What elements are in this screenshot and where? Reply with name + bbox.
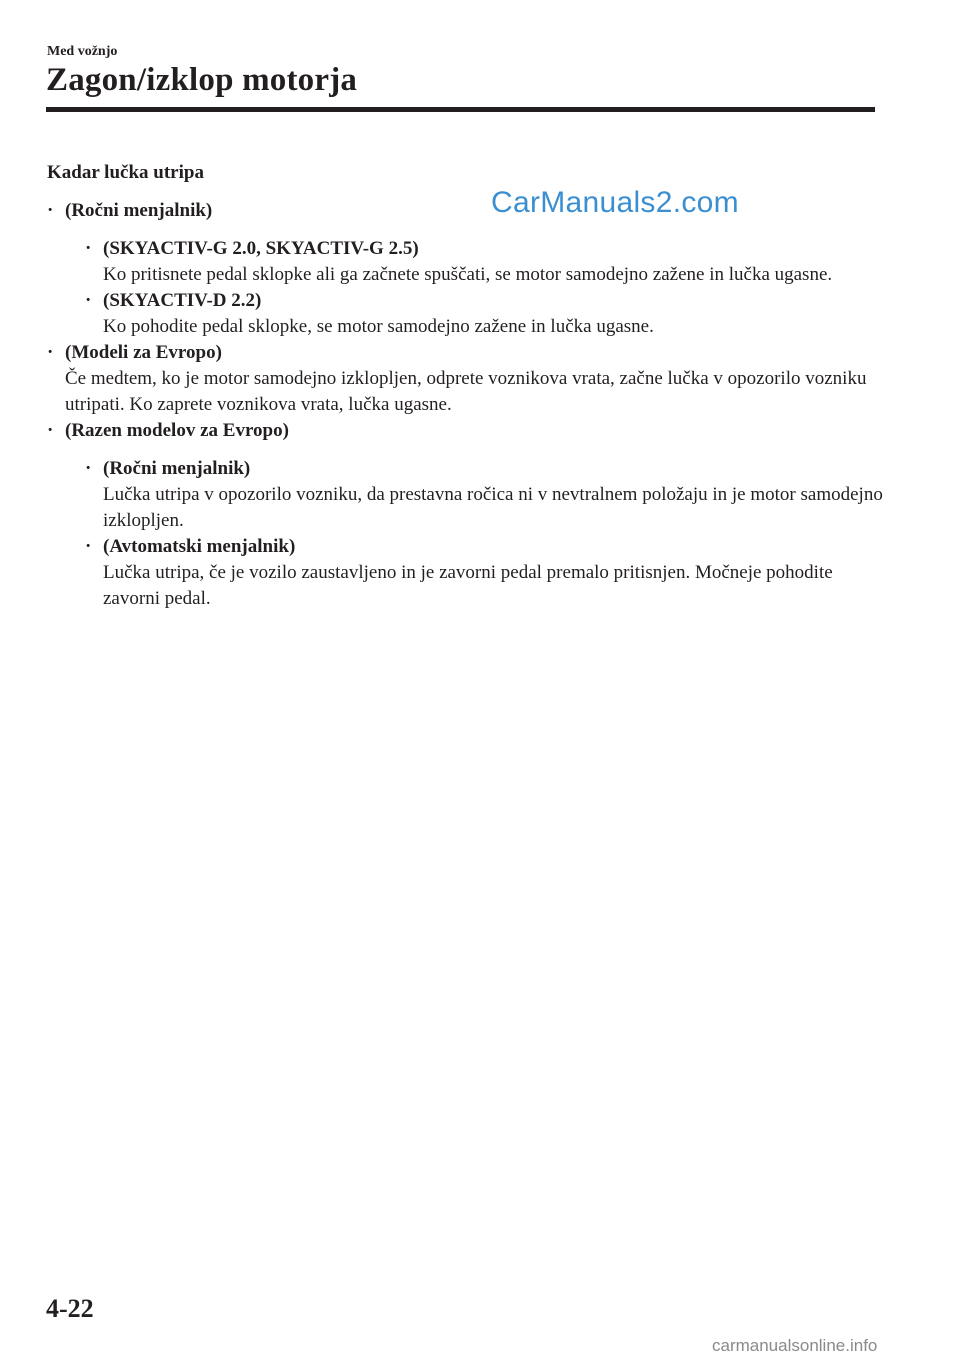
item-text: Ko pohodite pedal sklopke, se motor samodejno zažene in lučka ugasne. [103,316,654,337]
list-item-europe [47,340,887,418]
title-rule [46,107,875,112]
page-title: Zagon/izklop motorja [46,62,358,98]
bullet-icon: · [47,420,54,441]
item-text: Ko pritisnete pedal sklopke ali ga začnete spuščati, se motor samodejno zažene in lučka ugasne. [103,264,833,285]
list-item-non-europe-manual [85,456,887,534]
item-text: Lučka utripa, če je vozilo zaustavljeno in je zavorni pedal premalo pritisnjen. Močneje pohodite zavorni pedal. [103,562,833,609]
item-text: Če medtem, ko je motor samodejno izklopljen, odprete voznikova vrata, začne lučka v opozorilo vozniku utripati. Ko zaprete voznikova vrata, lučka ugasne. [65,368,867,415]
item-label: (Ročni menjalnik) [65,200,213,221]
bullet-icon: · [47,200,54,221]
section-label: Med vožnjo [47,44,118,59]
content-body [47,160,887,612]
item-text: Lučka utripa v opozorilo vozniku, da prestavna ročica ni v nevtralnem položaju in je motor samodejno izklopljen. [103,484,883,531]
list-item-manual [47,198,887,340]
page-number: 4-22 [46,1294,94,1323]
item-label: (Avtomatski menjalnik) [103,536,296,557]
bullet-icon: · [47,342,54,363]
item-label: (Ročni menjalnik) [103,458,251,479]
bullet-icon: · [85,290,92,311]
bullet-icon: · [85,536,92,557]
bullet-icon: · [85,238,92,259]
content-heading: Kadar lučka utripa [47,162,204,183]
footer-watermark: carmanualsonline.info [712,1336,878,1355]
item-label: (SKYACTIV-G 2.0, SKYACTIV-G 2.5) [103,238,419,259]
item-label: (Modeli za Evropo) [65,342,222,363]
list-item-non-europe-automatic [85,534,887,612]
bullet-icon: · [85,458,92,479]
item-label: (SKYACTIV-D 2.2) [103,290,262,311]
list-item-skyactiv-d [85,288,887,340]
item-label: (Razen modelov za Evropo) [65,420,289,441]
list-item-skyactiv-g [85,236,887,288]
watermark-logo: CarManuals2.com [491,186,739,219]
list-item-non-europe [47,418,887,612]
